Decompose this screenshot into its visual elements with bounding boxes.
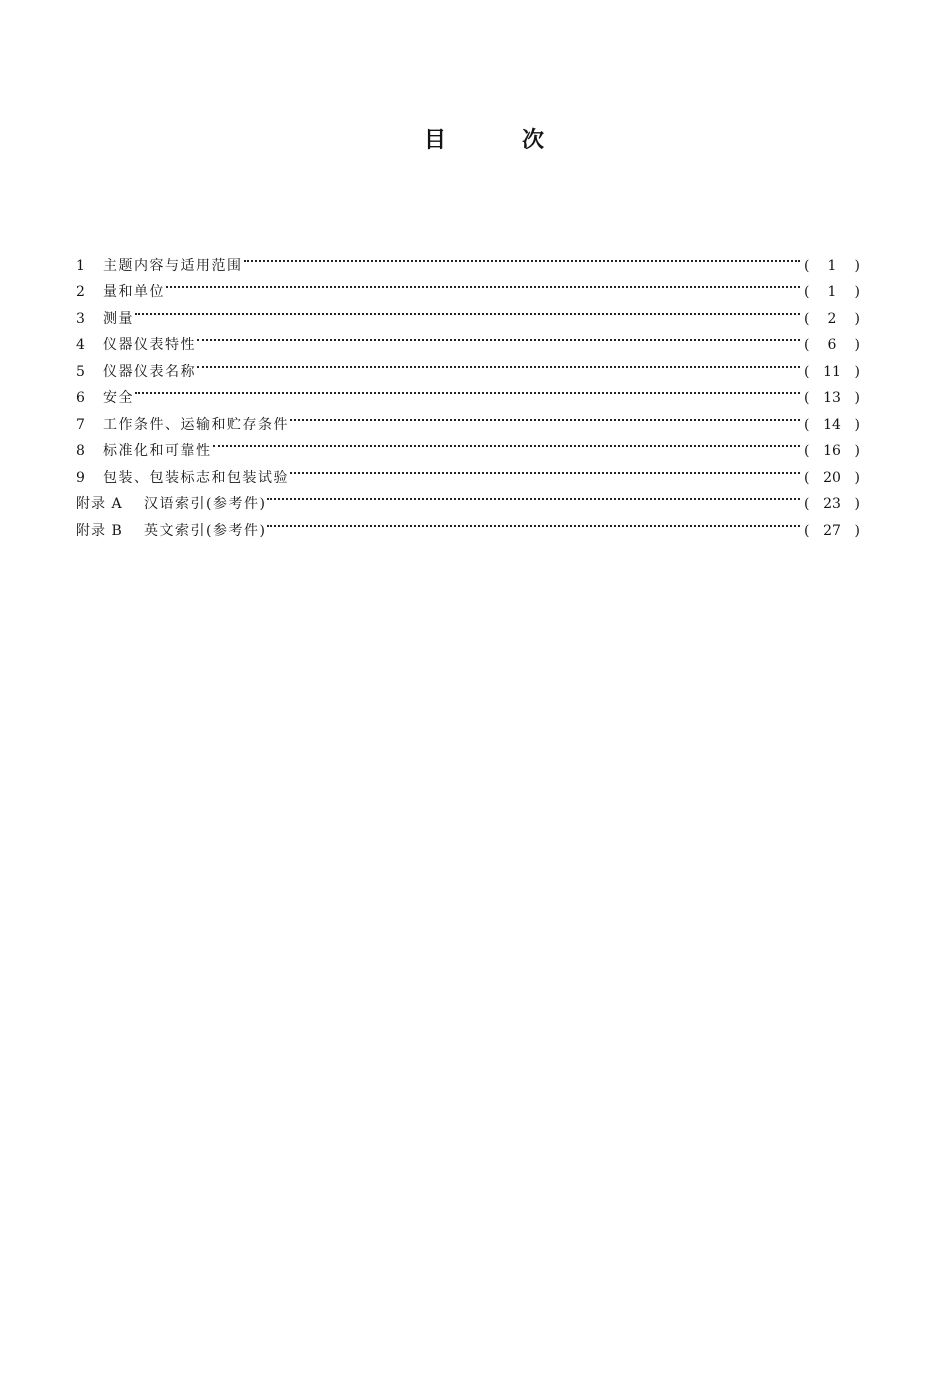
toc-entry[interactable] <box>76 376 860 406</box>
page-number: 20 <box>823 469 841 486</box>
paren-close: ) <box>854 469 860 486</box>
dot-leader <box>244 243 801 270</box>
page-number: 23 <box>823 496 841 512</box>
paren-close: ) <box>854 443 860 459</box>
toc-entry[interactable] <box>76 296 860 327</box>
toc-entry-page <box>804 279 860 306</box>
paren-open: ( <box>804 337 810 353</box>
toc-entry-page <box>804 412 860 439</box>
paren-open: ( <box>804 496 810 512</box>
toc-entry[interactable] <box>76 243 860 274</box>
dot-leader <box>290 402 800 429</box>
paren-open: ( <box>804 522 810 539</box>
toc-entry-title: 汉语索引(参考件) <box>144 496 267 512</box>
toc-entry-title: 工作条件、运输和贮存条件 <box>103 416 289 433</box>
page-number: 11 <box>823 363 841 380</box>
page-title <box>0 124 950 158</box>
toc-entry-title: 主题内容与适用范围 <box>103 257 243 274</box>
page-number: 14 <box>823 416 841 433</box>
toc-entry-number: 8 <box>76 443 86 459</box>
page-number: 1 <box>827 284 837 300</box>
paren-close: ) <box>854 363 860 380</box>
paren-close: ) <box>854 416 860 433</box>
toc-entry-page <box>804 491 860 518</box>
toc-entry-title: 包装、包装标志和包装试验 <box>103 469 289 486</box>
toc-entry-page <box>804 385 860 412</box>
dot-leader <box>213 429 801 456</box>
toc-entry-page <box>804 518 860 545</box>
toc-entry-title: 标准化和可靠性 <box>103 443 212 459</box>
page-number: 13 <box>823 390 841 406</box>
page-number: 16 <box>823 443 841 459</box>
dot-leader <box>267 482 800 509</box>
toc-entry[interactable] <box>76 323 860 353</box>
paren-close: ) <box>854 310 860 327</box>
toc-entry-number: 9 <box>76 469 86 486</box>
toc-entry-number: 3 <box>76 310 86 327</box>
paren-open: ( <box>804 416 810 433</box>
dot-leader <box>197 349 800 376</box>
paren-open: ( <box>804 363 810 380</box>
toc-entry-page <box>804 306 860 333</box>
dot-leader <box>166 270 800 297</box>
paren-open: ( <box>804 284 810 300</box>
paren-open: ( <box>804 469 810 486</box>
toc-entry-number: 7 <box>76 416 86 433</box>
toc-entry-number: 附录 B <box>76 522 123 539</box>
toc-entry-number: 2 <box>76 284 86 300</box>
toc-entry-page <box>804 332 860 359</box>
dot-leader <box>267 508 800 535</box>
toc-entry-title: 仪器仪表特性 <box>103 337 196 353</box>
toc-entry-number: 1 <box>76 257 86 274</box>
page-number: 2 <box>827 310 837 327</box>
title-char-1: 目 <box>423 128 446 153</box>
toc-entry-title: 安全 <box>103 390 134 406</box>
paren-close: ) <box>854 337 860 353</box>
paren-close: ) <box>854 390 860 406</box>
toc-entry[interactable] <box>76 270 860 300</box>
toc-entry-number: 6 <box>76 390 86 406</box>
toc-entry-title: 仪器仪表名称 <box>103 363 196 380</box>
table-of-contents <box>76 243 860 539</box>
dot-leader <box>197 323 800 350</box>
toc-entry-page <box>804 438 860 465</box>
paren-open: ( <box>804 390 810 406</box>
dot-leader <box>290 455 800 482</box>
paren-open: ( <box>804 310 810 327</box>
toc-entry-title: 测量 <box>103 310 134 327</box>
paren-close: ) <box>854 284 860 300</box>
toc-entry-title: 量和单位 <box>103 284 165 300</box>
paren-open: ( <box>804 443 810 459</box>
toc-entry-number: 附录 A <box>76 496 123 512</box>
dot-leader <box>135 376 800 403</box>
toc-entry-page <box>804 359 860 386</box>
paren-open: ( <box>804 257 810 274</box>
paren-close: ) <box>854 496 860 512</box>
toc-entry[interactable] <box>76 402 860 433</box>
toc-entry-title: 英文索引(参考件) <box>144 522 267 539</box>
page-number: 1 <box>827 257 837 274</box>
paren-close: ) <box>854 522 860 539</box>
toc-entry-page <box>804 253 860 280</box>
toc-entry-number: 4 <box>76 337 86 353</box>
toc-entry-number: 5 <box>76 363 86 380</box>
paren-close: ) <box>854 257 860 274</box>
page-number: 6 <box>827 337 837 353</box>
page-number: 27 <box>823 522 841 539</box>
title-char-2: 次 <box>522 128 545 153</box>
toc-entry-page <box>804 465 860 492</box>
dot-leader <box>135 296 800 323</box>
